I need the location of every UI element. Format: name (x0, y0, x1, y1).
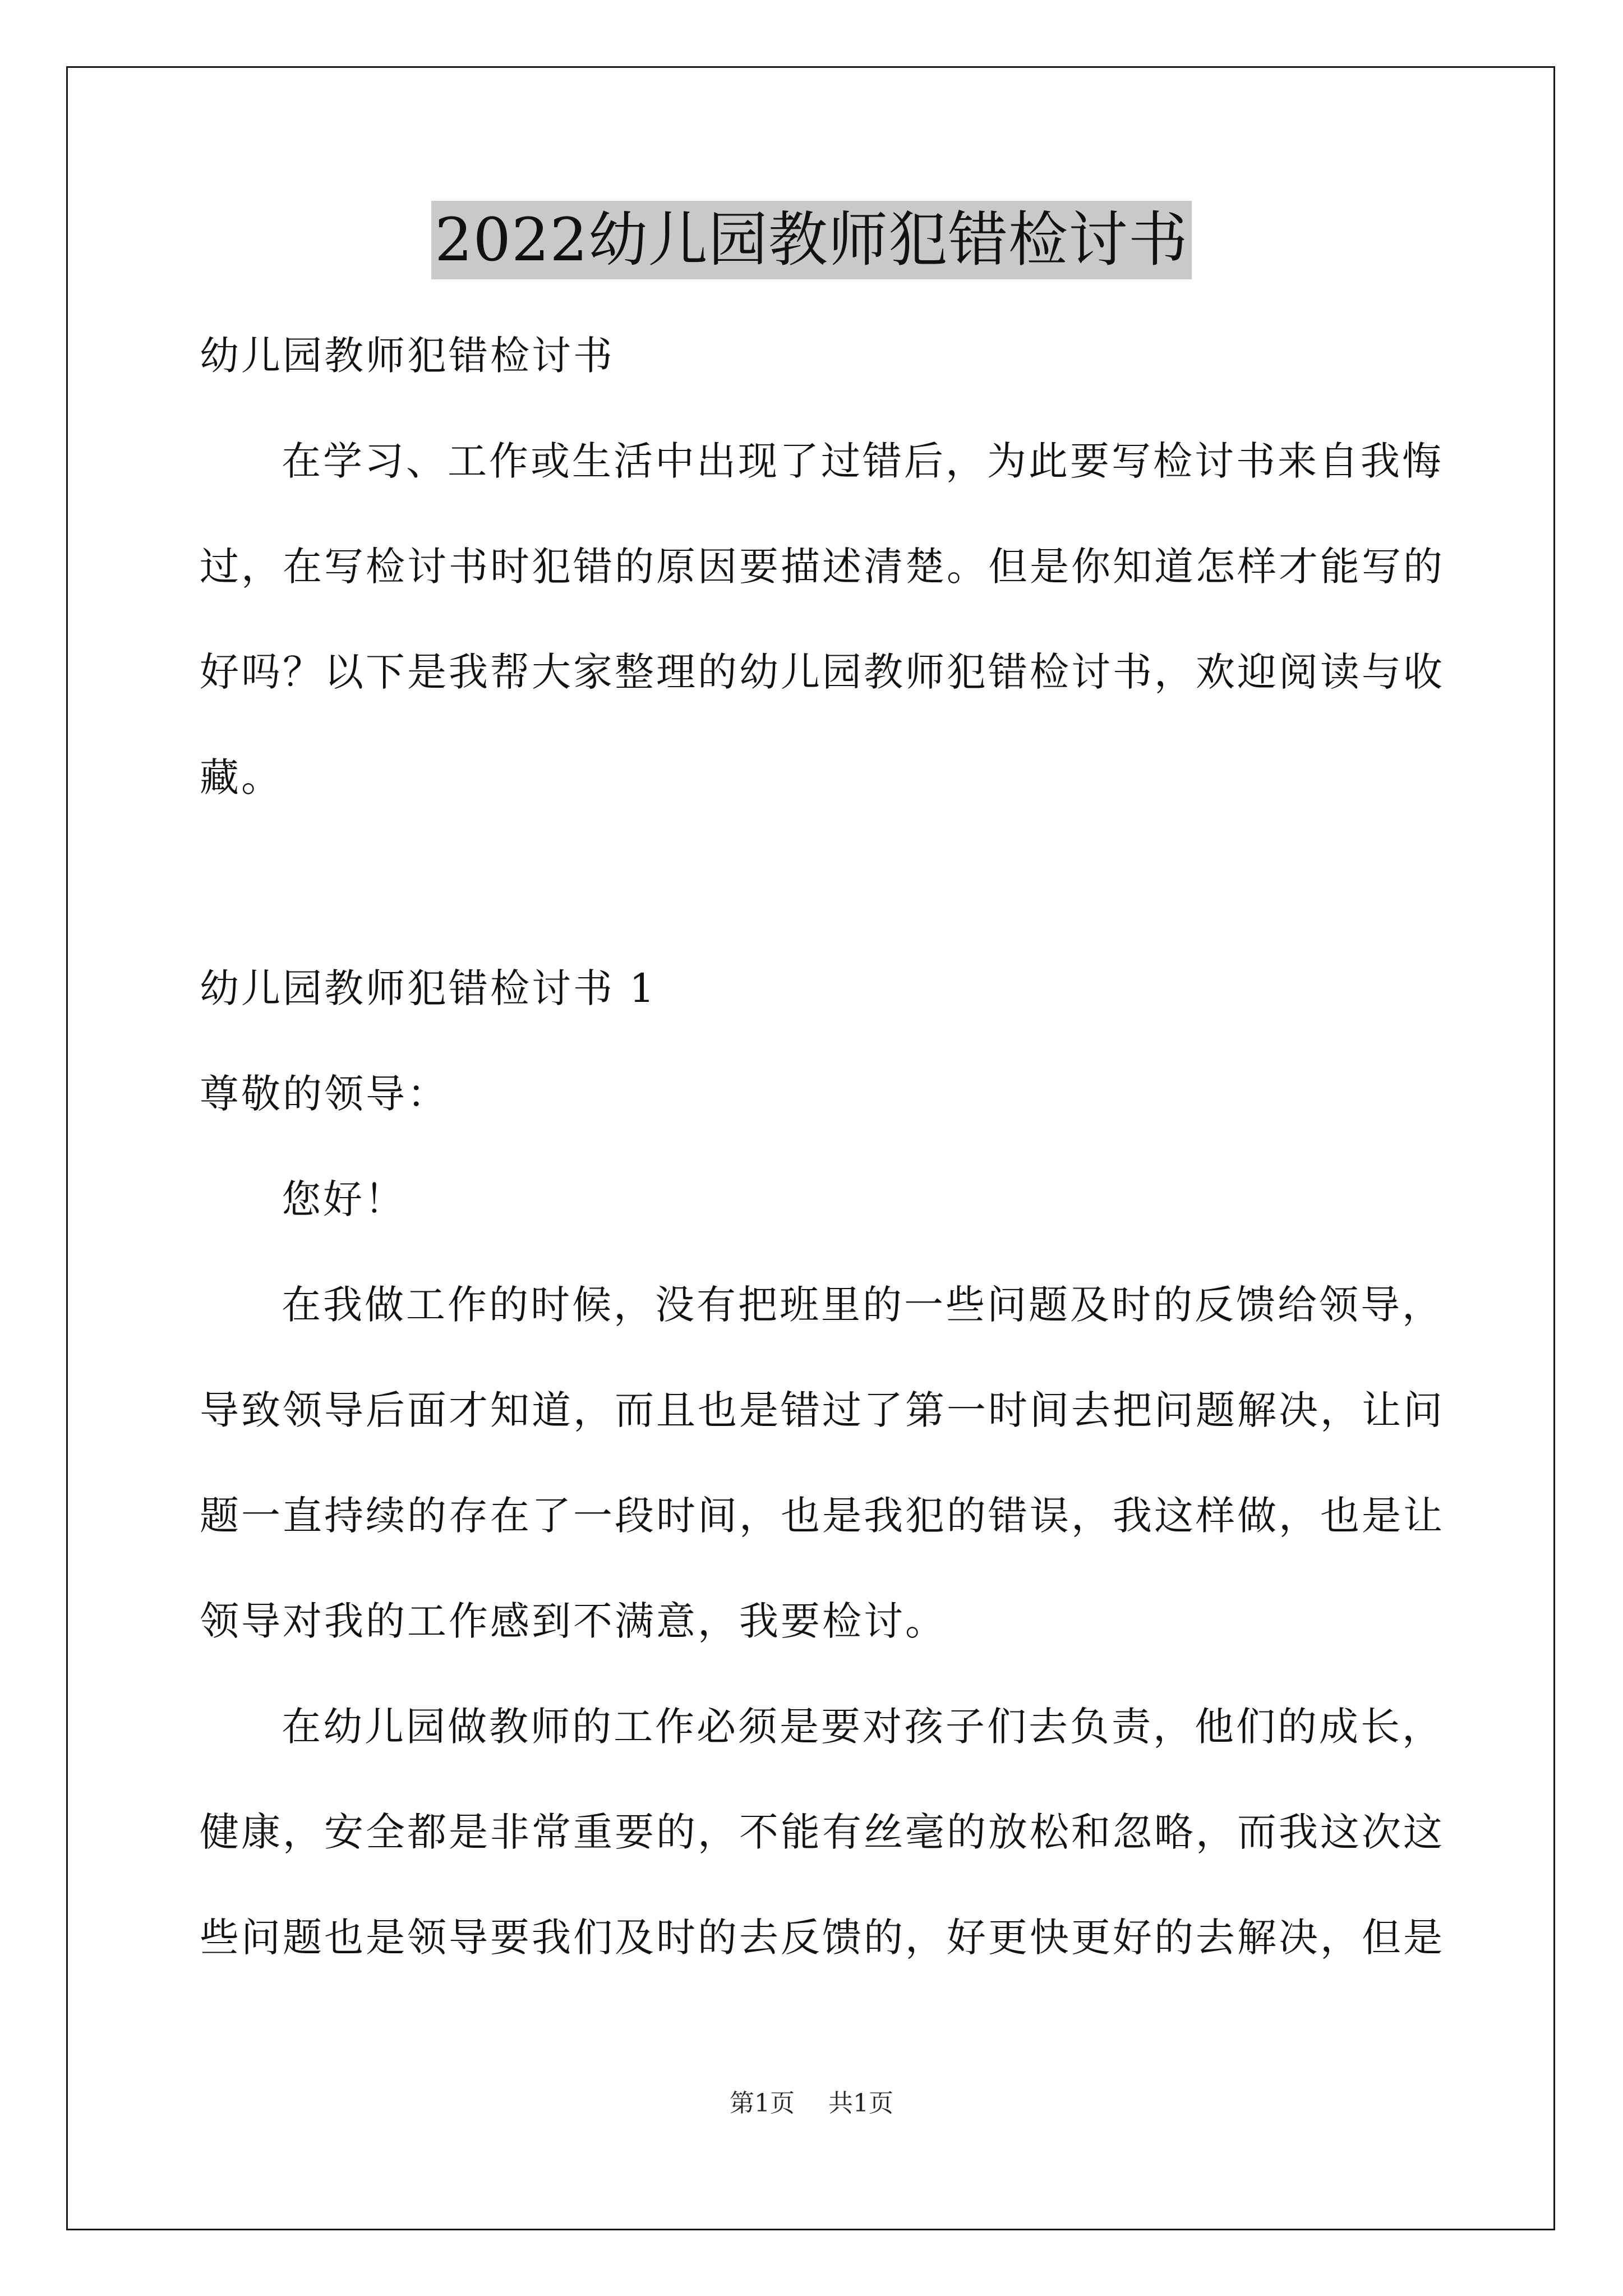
paragraph-line: 健康，安全都是非常重要的，不能有丝毫的放松和忽略，而我这次这 (200, 1809, 1445, 1855)
salutation: 尊敬的领导： (200, 1071, 449, 1117)
body-paragraph-2 (200, 1674, 1445, 1990)
paragraph-line: 藏。 (200, 754, 283, 800)
paragraph-line: 些问题也是领导要我们及时的去反馈的，好更快更好的去解决，但是 (200, 1915, 1445, 1961)
page-total: 共1页 (828, 2089, 893, 2118)
intro-paragraph (200, 408, 1445, 830)
page-footer (0, 2087, 1623, 2120)
paragraph-line: 领导对我的工作感到不满意，我要检讨。 (200, 1598, 947, 1644)
body-paragraph-1 (200, 1252, 1445, 1674)
paragraph-line: 在学习、工作或生活中出现了过错后，为此要写检讨书来自我悔 (282, 438, 1444, 484)
document-title: 2022幼儿园教师犯错检讨书 (431, 201, 1192, 279)
document-subtitle: 幼儿园教师犯错检讨书 (200, 333, 615, 379)
paragraph-line: 题一直持续的存在了一段时间，也是我犯的错误，我这样做，也是让 (200, 1493, 1445, 1539)
document-body (200, 303, 1445, 1990)
blank-line (200, 830, 1433, 936)
paragraph-line: 好吗？以下是我帮大家整理的幼儿园教师犯错检讨书，欢迎阅读与收 (200, 649, 1445, 695)
greeting-paragraph (200, 1147, 1433, 1252)
title-container (0, 201, 1623, 279)
paragraph-line: 在幼儿园做教师的工作必须是要对孩子们去负责，他们的成长， (282, 1704, 1444, 1750)
section-heading: 幼儿园教师犯错检讨书 1 (200, 965, 657, 1011)
paragraph-line: 在我做工作的时候，没有把班里的一些问题及时的反馈给领导， (282, 1282, 1444, 1328)
page-number: 第1页 (730, 2089, 795, 2118)
paragraph-line: 过，在写检讨书时犯错的原因要描述清楚。但是你知道怎样才能写的 (200, 544, 1445, 590)
greeting: 您好！ (282, 1176, 406, 1222)
paragraph-line: 导致领导后面才知道，而且也是错过了第一时间去把问题解决，让问 (200, 1387, 1445, 1433)
